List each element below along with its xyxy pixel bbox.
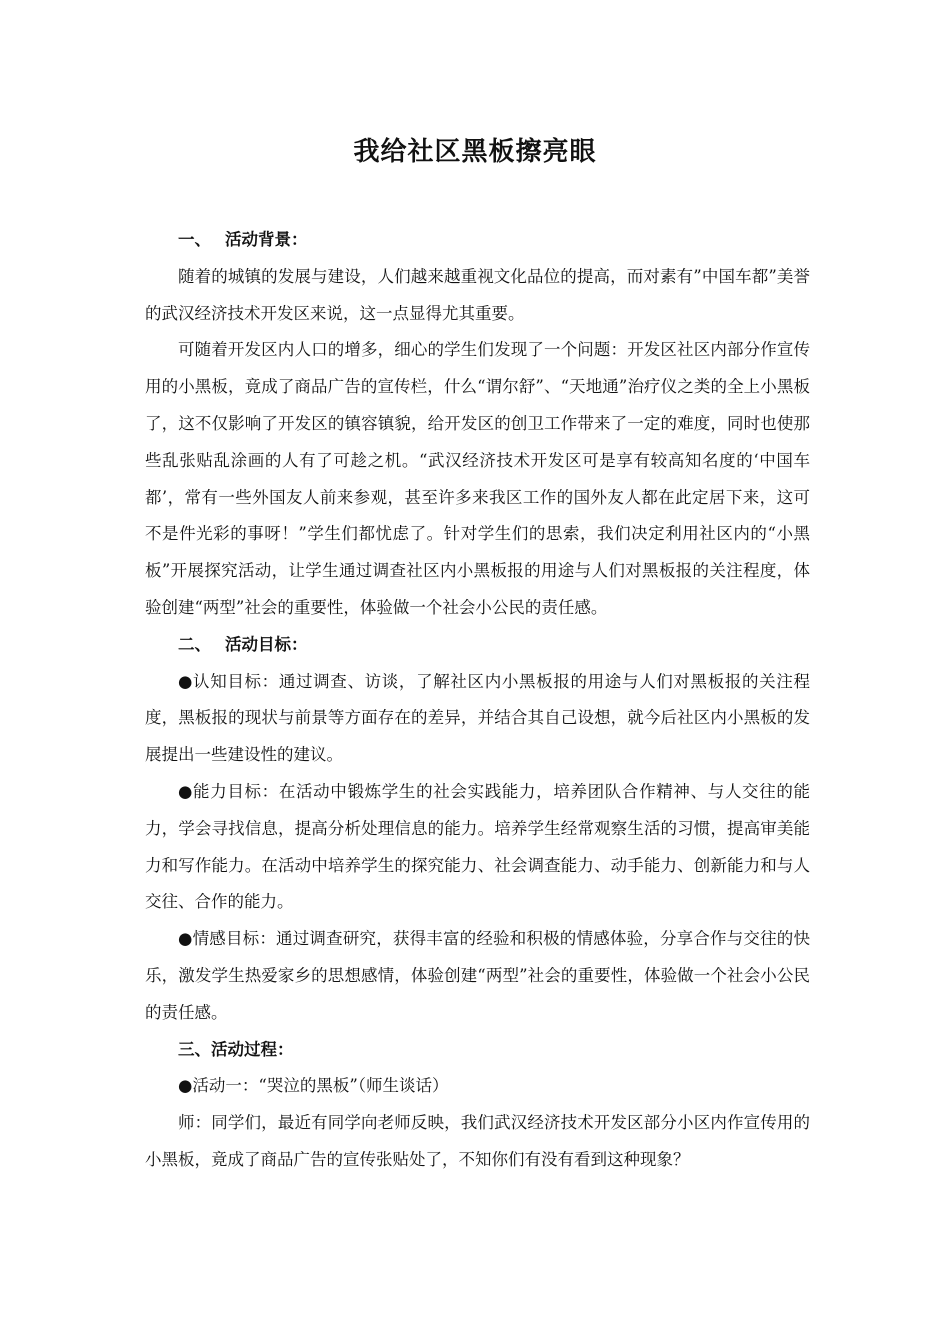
document-body xyxy=(145,222,810,1179)
paragraph: ●活动一：“哭泣的黑板”（师生谈话） xyxy=(178,1076,449,1096)
section-goals xyxy=(145,627,810,1032)
section-heading-text: 活动过程： xyxy=(211,1039,294,1059)
section-process xyxy=(145,1032,810,1179)
section-number: 二、 xyxy=(178,634,211,654)
paragraph: ●情感目标：通过调查研究，获得丰富的经验和积极的情感体验，分享合作与交往的快乐，激发学生热爱家乡的思想感情，体验创建“两型”社会的重要性，体验做一个社会小公民的责任感。 xyxy=(145,929,810,1022)
section-heading xyxy=(145,222,810,259)
document-title: 我给社区黑板擦亮眼 xyxy=(353,137,597,167)
paragraph: 可随着开发区内人口的增多，细心的学生们发现了一个问题：开发区社区内部分作宣传用的小黑板，竟成了商品广告的宣传栏，什么“谓尔舒”、“天地通”治疗仪之类的全上小黑板了，这不仅影响了开发区的镇容镇貌，给开发区的创卫工作带来了一定的难度，同时也使那些乱张贴乱涂画的人有了可趁之机。“武汉经济技术开发区可是享有较高知名度的‘中国车都’，常有一些外国友人前来参观，甚至许多来我区工作的国外友人都在此定居下来，这可不是件光彩的事呀！”学生们都忧虑了。针对学生们的思索，我们决定利用社区内的“小黑板”开展探究活动，让学生通过调查社区内小黑板报的用途与人们对黑板报的关注程度，体验创建“两型”社会的重要性，体验做一个社会小公民的责任感。 xyxy=(145,340,810,617)
section-heading xyxy=(145,1032,810,1069)
paragraph: 师：同学们，最近有同学向老师反映，我们武汉经济技术开发区部分小区内作宣传用的小黑板，竟成了商品广告的宣传张贴处了，不知你们有没有看到这种现象？ xyxy=(145,1113,810,1169)
section-heading xyxy=(145,627,810,664)
section-number: 三、 xyxy=(178,1039,211,1059)
section-background xyxy=(145,222,810,627)
section-heading-text: 活动目标： xyxy=(225,634,308,654)
paragraph: ●认知目标：通过调查、访谈，了解社区内小黑板报的用途与人们对黑板报的关注程度，黑板报的现状与前景等方面存在的差异，并结合其自己设想，就今后社区内小黑板的发展提出一些建设性的建议。 xyxy=(145,671,810,765)
section-heading-text: 活动背景： xyxy=(225,230,308,249)
paragraph: ●能力目标：在活动中锻炼学生的社会实践能力，培养团队合作精神、与人交往的能力，学会寻找信息，提高分析处理信息的能力。培养学生经常观察生活的习惯，提高审美能力和写作能力。在活动中培养学生的探究能力、社会调查能力、动手能力、创新能力和与人交往、合作的能力。 xyxy=(145,781,810,912)
section-number: 一、 xyxy=(178,230,211,249)
paragraph: 随着的城镇的发展与建设，人们越来越重视文化品位的提高，而对素有”中国车都”美誉的武汉经济技术开发区来说，这一点显得尤其重要。 xyxy=(145,266,810,323)
